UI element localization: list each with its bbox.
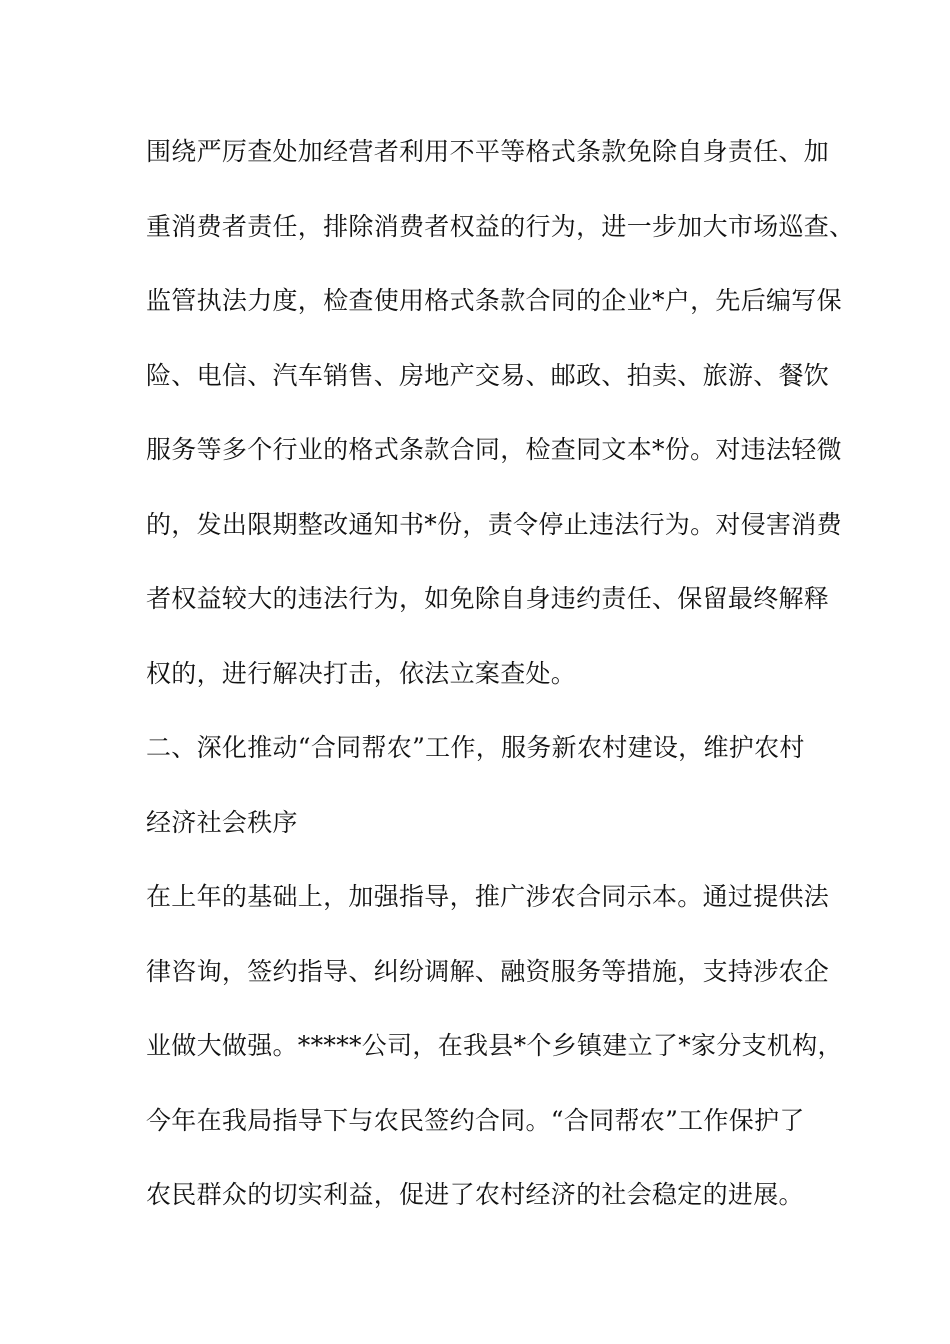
paragraph-line: 险、电信、汽车销售、房地产交易、邮政、拍卖、旅游、餐饮 [146, 361, 830, 390]
paragraph-line: 在上年的基础上，加强指导，推广涉农合同示本。通过提供法 [146, 882, 830, 911]
paragraph-line: 的，发出限期整改通知书*份，责令停止违法行为。对侵害消费 [146, 510, 842, 539]
paragraph-line: 农民群众的切实利益，促进了农村经济的社会稳定的进展。 [146, 1180, 804, 1209]
paragraph-line: 业做大做强。*****公司，在我县*个乡镇建立了*家分支机构， [146, 1031, 843, 1060]
section-heading: 二、深化推动“合同帮农”工作，服务新农村建设，维护农村 [146, 733, 805, 762]
paragraph-line: 权的，进行解决打击，依法立案查处。 [146, 659, 577, 688]
paragraph-line: 重消费者责任，排除消费者权益的行为，进一步加大市场巡查、 [146, 212, 855, 241]
paragraph-line: 服务等多个行业的格式条款合同，检查同文本*份。对违法轻微 [146, 435, 842, 464]
section-heading: 经济社会秩序 [146, 808, 298, 837]
paragraph-line: 监管执法力度，检查使用格式条款合同的企业*户，先后编写保 [146, 286, 842, 315]
paragraph-line: 今年在我局指导下与农民签约合同。“合同帮农”工作保护了 [146, 1106, 805, 1135]
paragraph-line: 律咨询，签约指导、纠纷调解、融资服务等措施，支持涉农企 [146, 957, 830, 986]
paragraph-line: 围绕严厉查处加经营者利用不平等格式条款免除自身责任、加 [146, 137, 830, 166]
paragraph-line: 者权益较大的违法行为，如免除自身违约责任、保留最终解释 [146, 584, 830, 613]
